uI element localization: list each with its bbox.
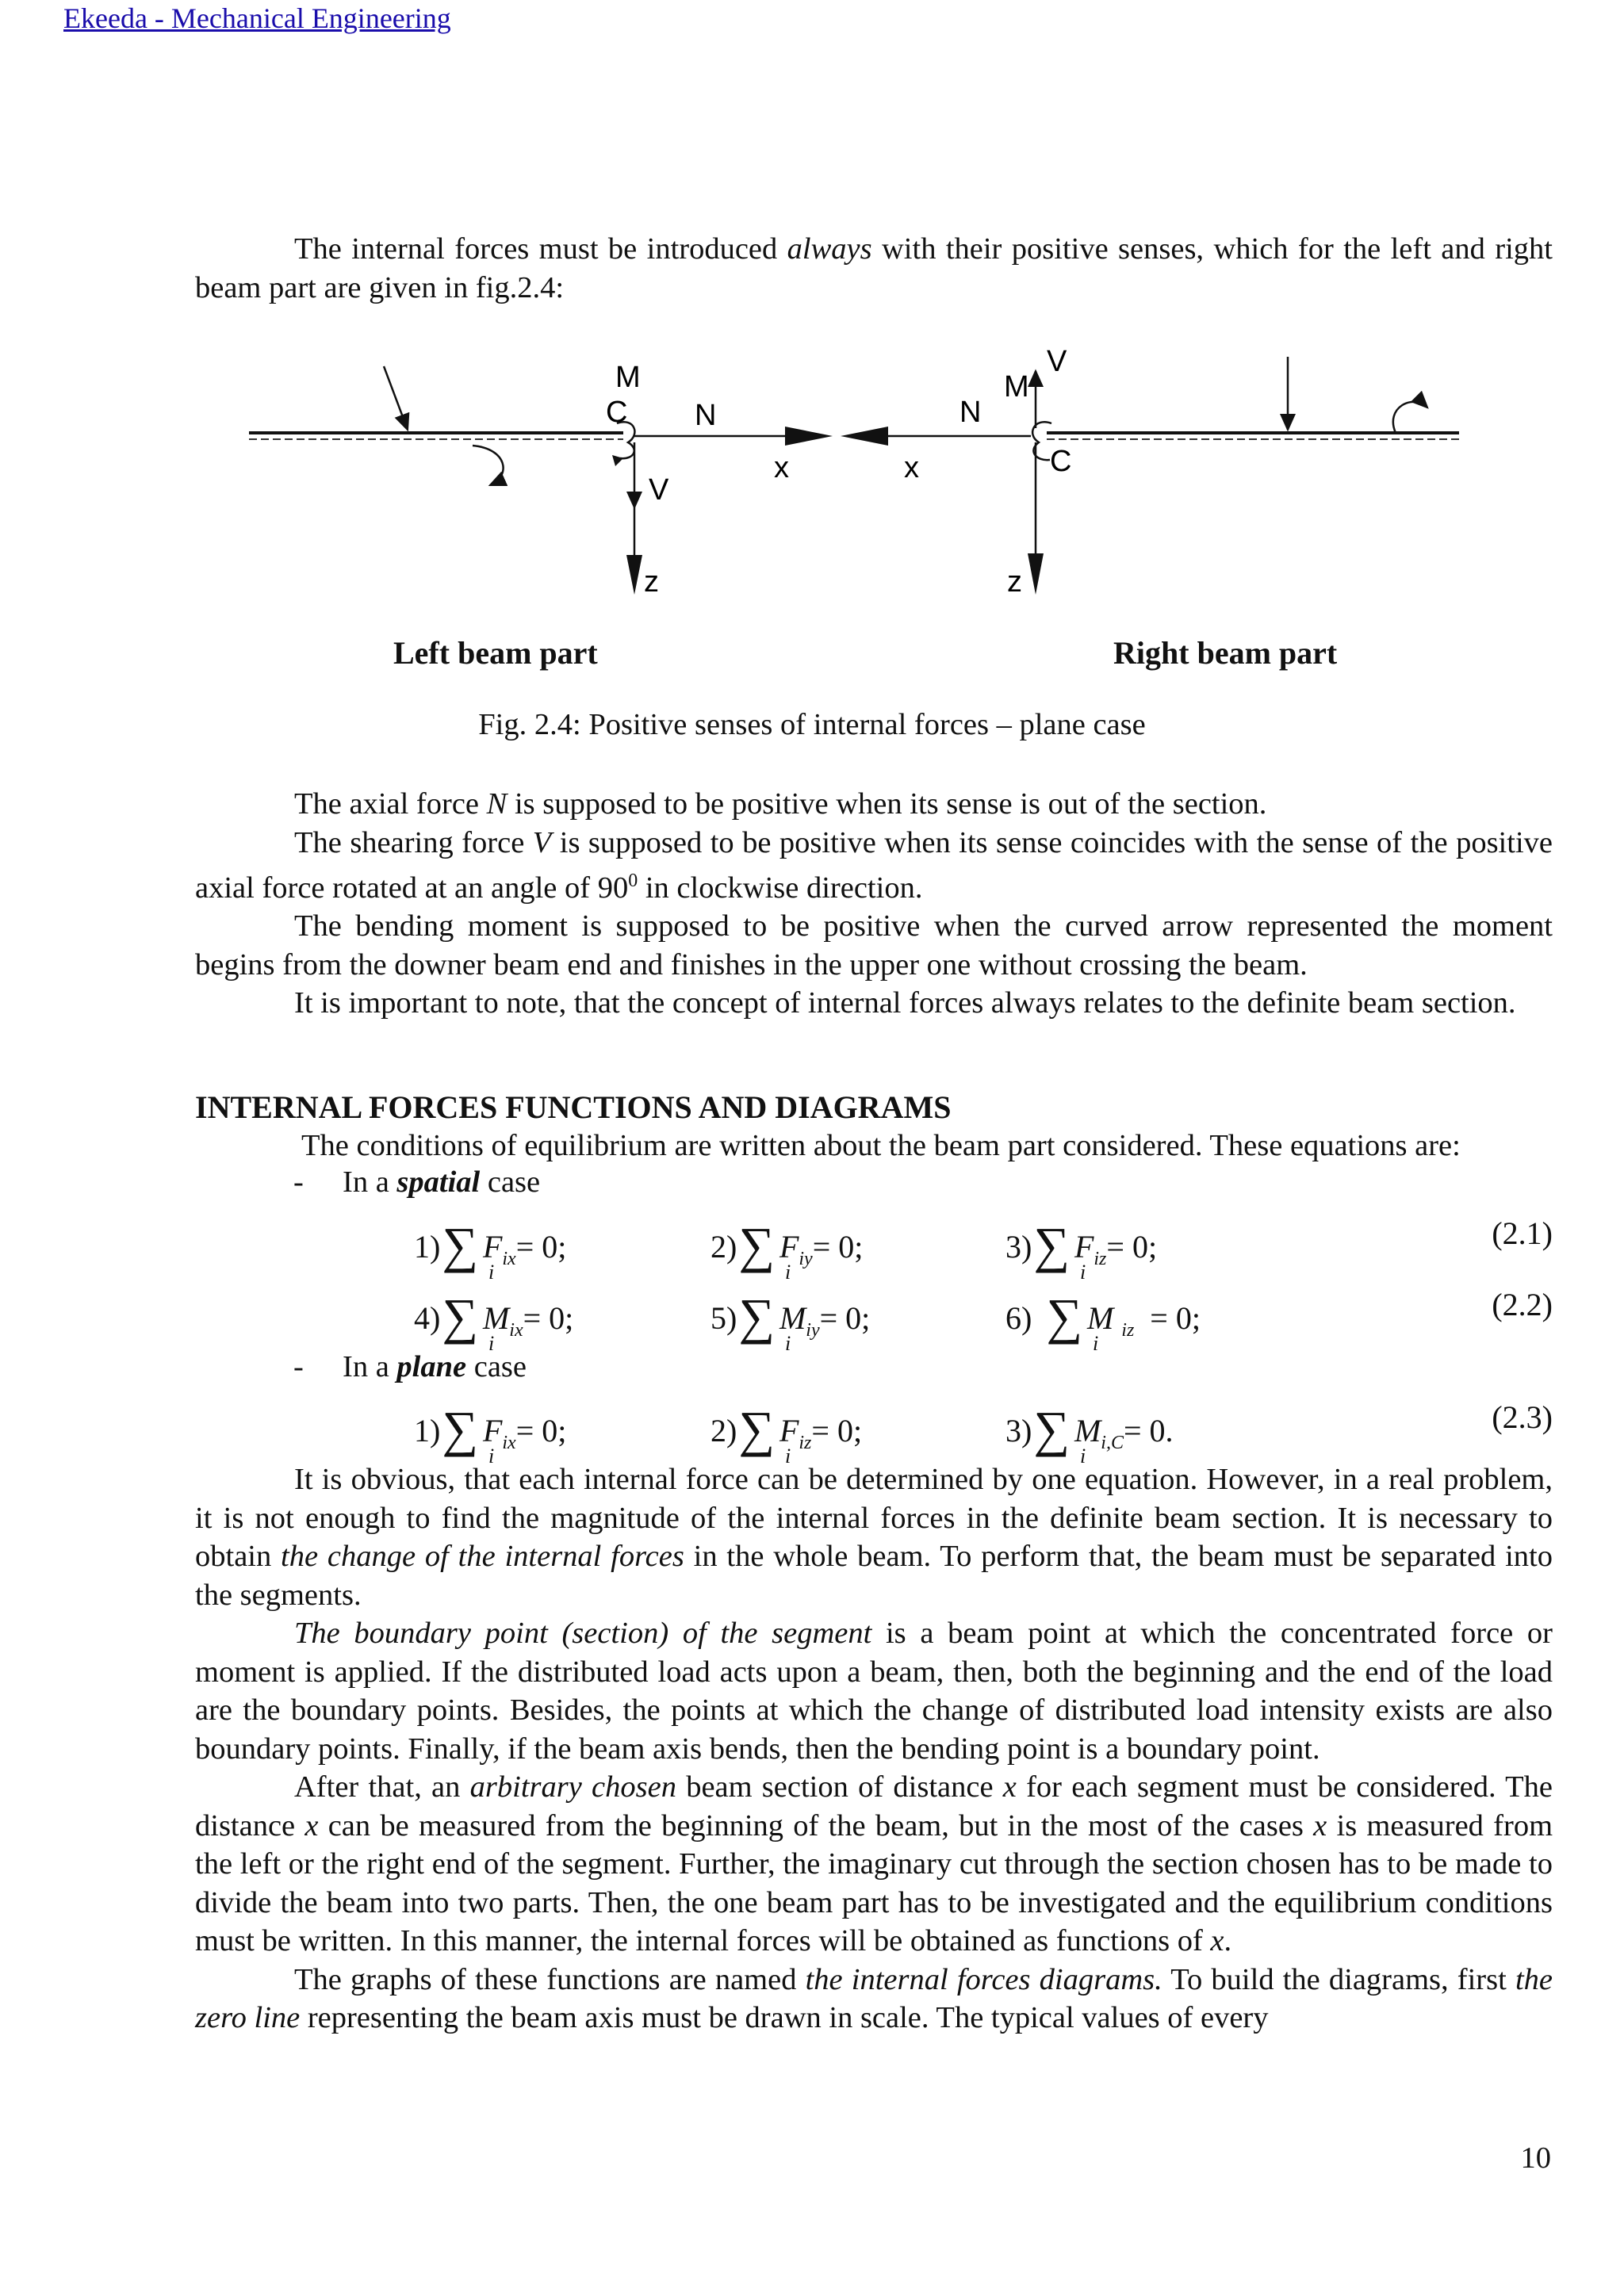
left-z-axis-arrow [626,555,642,595]
left-label-x: x [774,451,789,484]
right-label-z: z [1007,565,1022,599]
page-number: 10 [1520,2141,1551,2175]
right-beam-label: Right beam part [1113,635,1338,671]
intro-paragraph: The internal forces must be introduced always with their positive senses, which for the left and right beam part are given in fig.2.4: [195,232,1553,304]
para-shear: The shearing force V is supposed to be positive when its sense coincides with the sense of the positive axial force rotated at an angle of $90^0$ in clockwise direction. [195,825,1553,905]
right-label-C: C [1050,445,1072,478]
left-beam-label: Left beam part [393,635,598,671]
left-beam [249,361,833,599]
right-label-N: N [959,396,982,429]
para-graphs: The graphs of these functions are named the internal forces diagrams. To build the diagrams, first the zero line representing the beam axis must be drawn in scale. The typical values of every [195,1962,1553,2034]
right-moment-arrow [1393,402,1427,433]
left-label-M: M [615,361,641,394]
right-label-x: x [904,451,919,484]
right-label-M: M [1004,370,1029,404]
figure-caption: Fig. 2.4: Positive senses of internal forces – plane case [478,708,1146,741]
figure-internal-forces [238,341,1475,626]
equation-2-1: 1)∑ $F_{ix}= 0$; i 2)∑ $F_{iy}= 0$; i 3)∑ $F_{iz}= 0$; i (2.1) [414,1215,1553,1284]
equilibrium-intro: The conditions of equilibrium are written about the beam part considered. These equations are: [301,1129,1461,1162]
equation-number-2-2: (2.2) [1492,1287,1553,1322]
section-heading: INTERNAL FORCES FUNCTIONS AND DIAGRAMS [195,1089,952,1125]
left-moment-arrow [473,446,504,485]
para-note: It is important to note, that the concept of internal forces always relates to the definite beam section. [294,986,1516,1020]
para-boundary: The boundary point (section) of the segment is a beam point at which the concentrated force or moment is applied. If the distributed load acts upon a beam, then, both the beginning and the end of the load are the boundary points. Besides, the points at which the change of distributed load intensity exists are also boundary points. Finally, if the beam axis bends, then the bending point is a boundary point. [195,1617,1553,1766]
equation-2-2: 4)∑ $M_{ix}= 0$; i 5)∑ $M_{iy}= 0$; i 6) ∑ M $_{iz}$ = 0; i (2.2) [414,1287,1553,1355]
right-z-axis-arrow [1028,553,1044,595]
para-moment: The bending moment is supposed to be positive when the curved arrow represented the moment begins from the downer beam end and finishes in the upper one without crossing the beam. [195,909,1553,982]
inclined-load-arrow [384,366,408,430]
left-label-z: z [644,565,659,599]
sign-conventions [195,785,1553,1023]
right-N-arrow [841,427,888,446]
left-label-C: C [606,396,628,429]
equation-number-2-1: (2.1) [1492,1215,1553,1251]
right-beam [841,345,1459,599]
header-link[interactable]: Ekeeda - Mechanical Engineering [63,2,451,34]
left-label-V: V [649,473,669,507]
body-text [195,1460,1553,2038]
para-axial: The axial force N is supposed to be positive when its sense is out of the section. [294,787,1267,821]
right-label-V: V [1047,345,1067,378]
equation-number-2-3: (2.3) [1492,1399,1553,1435]
left-label-N: N [695,399,717,432]
left-N-arrow [785,427,833,446]
equation-2-3: 1)∑ $F_{ix}= 0$; i 2)∑ $F_{iz}= 0$; i 3)∑ $M_{i,C}= 0$. i (2.3) [414,1399,1553,1468]
beam-diagram [238,341,1475,626]
para-after: After that, an arbitrary chosen beam section of distance x for each segment must be considered. The distance x can be measured from the beginning of the beam, but in the most of the cases x is measured from the left or the right end of the segment. Further, the imaginary cut through the section chosen has to be made to divide the beam into two parts. Then, the one beam part has to be investigated and the equilibrium conditions must be written. In this manner, the internal forces will be obtained as functions of x. [195,1770,1553,1957]
para-obvious: It is obvious, that each internal force can be determined by one equation. However, in a real problem, it is not enough to find the magnitude of the internal forces in the definite beam section. It is necessary to obtain the change of the internal forces in the whole beam. To perform that, the beam must be separated into the segments. [195,1463,1553,1612]
